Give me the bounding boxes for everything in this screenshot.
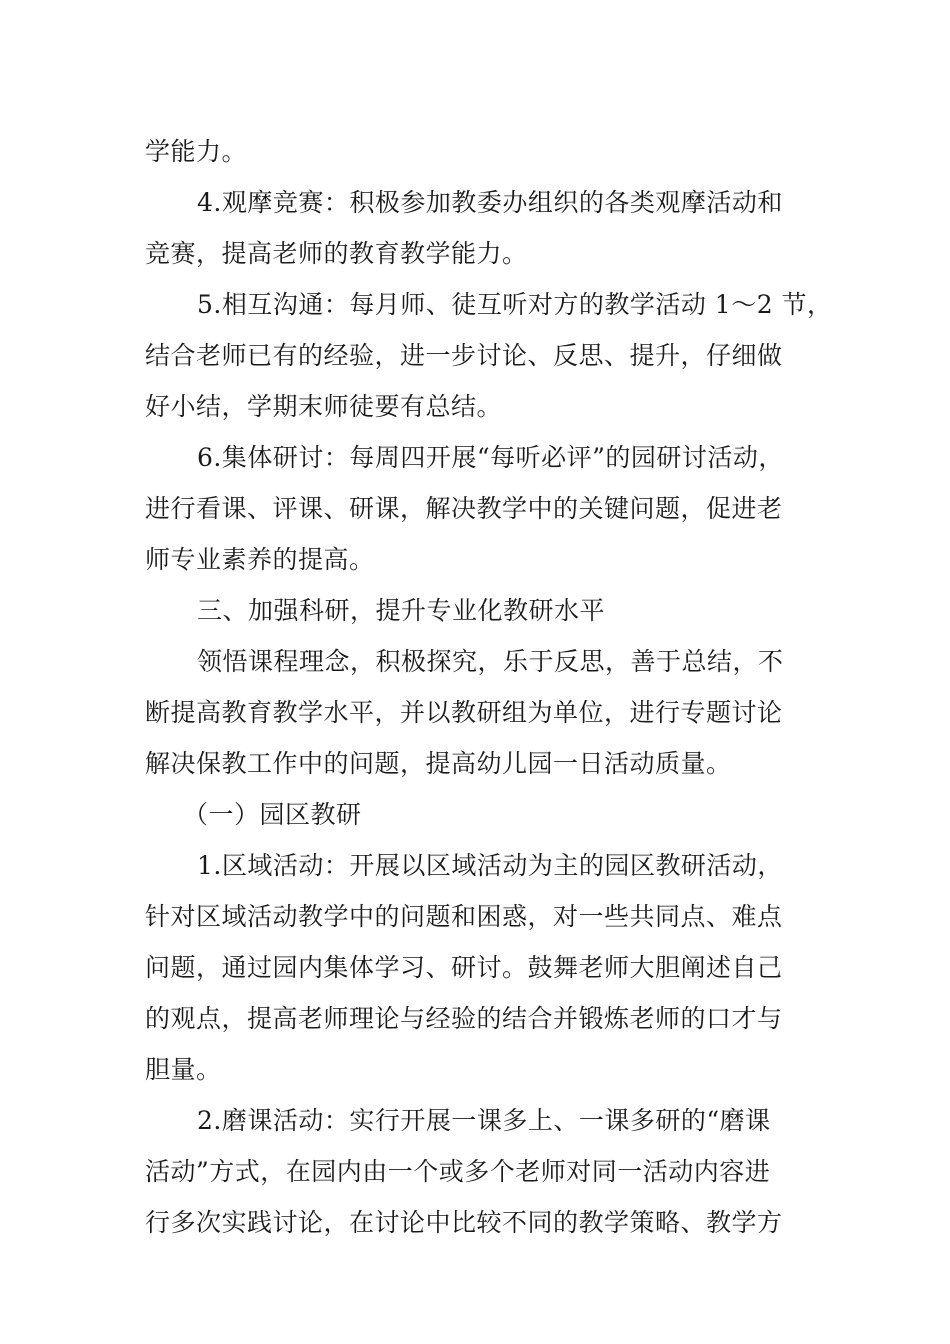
text-line: 2.磨课活动：实行开展一课多上、一课多研的“磨课 bbox=[197, 1106, 771, 1135]
text-line: 竞赛，提高老师的教育教学能力。 bbox=[145, 239, 528, 268]
text-line: 行多次实践讨论，在讨论中比较不同的教学策略、教学方 bbox=[145, 1208, 783, 1237]
subsection-heading: （一）园区教研 bbox=[183, 800, 362, 829]
text-line: 1.区域活动：开展以区域活动为主的园区教研活动， bbox=[197, 851, 783, 880]
text-line: 活动”方式，在园内由一个或多个老师对同一活动内容进 bbox=[145, 1157, 771, 1186]
text-line: 进行看课、评课、研课，解决教学中的关键问题，促进老 bbox=[145, 494, 783, 523]
text-line: 胆量。 bbox=[145, 1055, 222, 1084]
text-line: 针对区域活动教学中的问题和困惑，对一些共同点、难点 bbox=[145, 902, 783, 931]
text-line: 学能力。 bbox=[145, 137, 248, 166]
text-line: 断提高教育教学水平，并以教研组为单位，进行专题讨论 bbox=[145, 698, 783, 727]
text-line: 师专业素养的提高。 bbox=[145, 545, 375, 574]
text-line: 的观点，提高老师理论与经验的结合并锻炼老师的口才与 bbox=[145, 1004, 783, 1033]
text-line: 领悟课程理念，积极探究，乐于反思，善于总结，不 bbox=[197, 647, 784, 676]
text-line: 问题，通过园内集体学习、研讨。鼓舞老师大胆阐述自己 bbox=[145, 953, 783, 982]
text-line: 4.观摩竞赛：积极参加教委办组织的各类观摩活动和 bbox=[197, 188, 783, 217]
document-body bbox=[145, 126, 833, 1248]
text-line: 好小结，学期末师徒要有总结。 bbox=[145, 392, 503, 421]
text-line: 5.相互沟通：每月师、徒互听对方的教学活动 1～2 节， bbox=[197, 290, 833, 319]
text-line: 6.集体研讨：每周四开展“每听必评”的园研讨活动， bbox=[197, 443, 784, 472]
text-line: 解决保教工作中的问题，提高幼儿园一日活动质量。 bbox=[145, 749, 732, 778]
section-heading: 三、加强科研，提升专业化教研水平 bbox=[197, 596, 606, 625]
text-line: 结合老师已有的经验，进一步讨论、反思、提升，仔细做 bbox=[145, 341, 783, 370]
